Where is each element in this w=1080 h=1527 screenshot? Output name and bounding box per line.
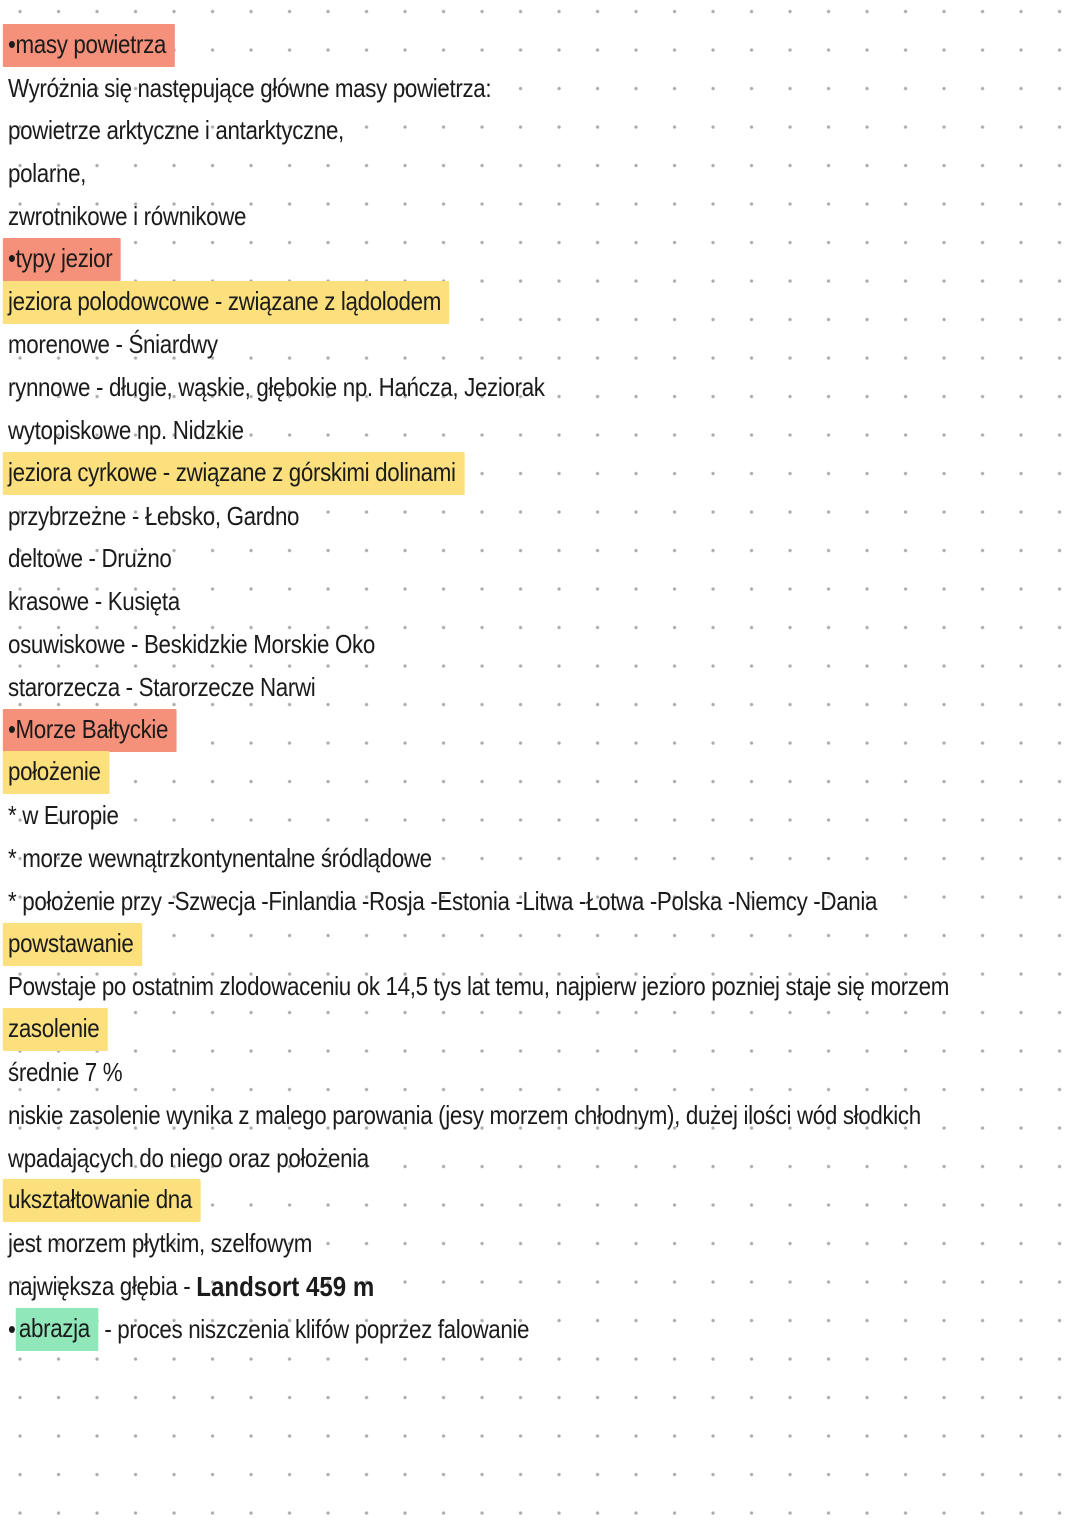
highlight-yellow: jeziora polodowcowe - związane z lądolodem bbox=[3, 281, 450, 324]
note-line bbox=[8, 1222, 930, 1265]
highlight-yellow: powstawanie bbox=[3, 923, 142, 966]
highlight-red: •Morze Bałtyckie bbox=[3, 709, 177, 752]
text-segment: morenowe - Śniardwy bbox=[8, 329, 218, 360]
note-line bbox=[8, 880, 930, 923]
note-line bbox=[8, 538, 930, 581]
text-segment: powietrze arktyczne i antarktyczne, bbox=[8, 115, 344, 146]
text-segment: wytopiskowe np. Nidzkie bbox=[8, 415, 244, 446]
text-segment: rynnowe - długie, wąskie, głębokie np. Hańcza, Jeziorak bbox=[8, 372, 545, 403]
note-line bbox=[8, 238, 930, 281]
highlight-red: •typy jezior bbox=[3, 238, 121, 281]
note-line bbox=[8, 923, 930, 966]
text-segment: polarne, bbox=[8, 158, 87, 189]
note-line bbox=[8, 281, 930, 324]
note-line bbox=[8, 1180, 930, 1223]
text-segment: Wyróżnia się następujące główne masy powietrza: bbox=[8, 72, 492, 103]
note-line bbox=[8, 794, 930, 837]
text-segment: * morze wewnątrzkontynentalne śródlądowe bbox=[8, 843, 432, 874]
note-line bbox=[8, 24, 930, 67]
note-line bbox=[8, 452, 930, 495]
note-line bbox=[8, 623, 930, 666]
text-segment: starorzecza - Starorzecze Narwi bbox=[8, 671, 316, 702]
highlight-red: •masy powietrza bbox=[3, 24, 175, 67]
text-segment: niskie zasolenie wynika z malego parowania (jesy morzem chłodnym), dużej ilości wód słodkich bbox=[8, 1099, 921, 1130]
note-line bbox=[8, 752, 930, 795]
text-segment: * położenie przy -Szwecja -Finlandia -Rosja -Estonia -Litwa -Łotwa -Polska -Niemcy -Dania bbox=[8, 885, 878, 916]
text-segment: * w Europie bbox=[8, 800, 119, 831]
note-line bbox=[8, 67, 930, 110]
text-segment: przybrzeżne - Łebsko, Gardno bbox=[8, 500, 300, 531]
note-lines bbox=[8, 24, 1080, 1351]
text-segment: Powstaje po ostatnim zlodowaceniu ok 14,5 tys lat temu, najpierw jezioro pozniej staje się morzem bbox=[8, 971, 950, 1002]
text-segment: - proces niszczenia klifów poprzez falowanie bbox=[98, 1313, 530, 1344]
text-segment: osuwiskowe - Beskidzkie Morskie Oko bbox=[8, 629, 375, 660]
note-line bbox=[8, 409, 930, 452]
text-segment: największa głębia - bbox=[8, 1271, 197, 1301]
note-line bbox=[8, 1137, 930, 1180]
note-line bbox=[8, 495, 930, 538]
note-line bbox=[8, 837, 930, 880]
note-line bbox=[8, 1265, 930, 1308]
text-segment: zwrotnikowe i równikowe bbox=[8, 201, 247, 232]
highlight-yellow: zasolenie bbox=[3, 1008, 108, 1051]
text-segment: deltowe - Drużno bbox=[8, 543, 172, 574]
note-line bbox=[8, 1051, 930, 1094]
text-segment: • bbox=[8, 1313, 16, 1344]
note-line bbox=[8, 1308, 930, 1351]
note-line bbox=[8, 195, 930, 238]
highlight-yellow: położenie bbox=[3, 751, 109, 794]
note-line bbox=[8, 580, 930, 623]
text-segment: krasowe - Kusięta bbox=[8, 586, 180, 617]
note-line bbox=[8, 324, 930, 367]
note-line bbox=[8, 709, 930, 752]
text-segment: Landsort 459 m bbox=[196, 1270, 375, 1302]
note-line bbox=[8, 152, 930, 195]
highlight-green: abrazja bbox=[15, 1308, 98, 1351]
text-segment: średnie 7 % bbox=[8, 1057, 123, 1088]
note-line bbox=[8, 366, 930, 409]
highlight-yellow: ukształtowanie dna bbox=[3, 1179, 201, 1222]
text-segment: jest morzem płytkim, szelfowym bbox=[8, 1228, 313, 1259]
text-segment: wpadających do niego oraz położenia bbox=[8, 1142, 369, 1173]
note-line bbox=[8, 1008, 930, 1051]
note-line bbox=[8, 110, 930, 153]
highlight-yellow: jeziora cyrkowe - związane z górskimi dolinami bbox=[3, 452, 464, 495]
note-line bbox=[8, 666, 930, 709]
note-line bbox=[8, 1094, 930, 1137]
note-line bbox=[8, 966, 950, 1009]
